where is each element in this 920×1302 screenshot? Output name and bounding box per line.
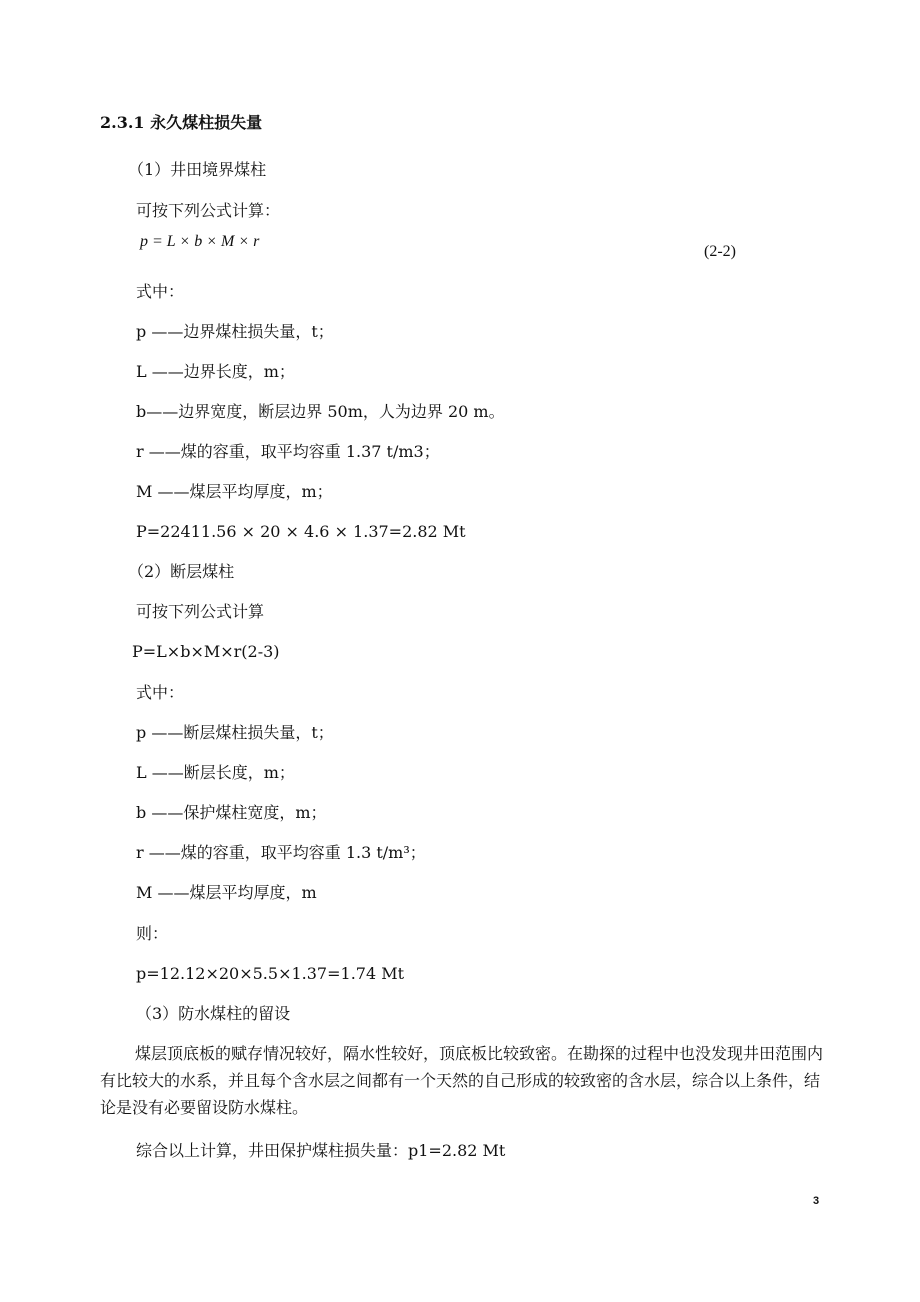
part2-def-M: M ——煤层平均厚度，m <box>136 883 317 902</box>
part3-title: （3）防水煤柱的留设 <box>136 1004 291 1023</box>
part1-def-p: p ——边界煤柱损失量，t； <box>136 322 334 341</box>
part2-formula: P=L×b×M×r(2-3) <box>132 642 280 661</box>
part1-result: P=22411.56 × 20 × 4.6 × 1.37=2.82 Mt <box>136 522 466 541</box>
part1-def-b: b——边界宽度，断层边界 50m，人为边界 20 m。 <box>136 402 505 421</box>
part2-def-p: p ——断层煤柱损失量，t； <box>136 723 334 742</box>
equation-number: (2-2) <box>704 243 736 260</box>
part2-title: （2）断层煤柱 <box>128 562 235 581</box>
part2-then: 则： <box>136 924 169 943</box>
part2-result: p=12.12×20×5.5×1.37=1.74 Mt <box>136 964 405 983</box>
page-number: 3 <box>813 1195 820 1207</box>
part1-formula: p = L × b × M × r <box>140 233 260 250</box>
part1-def-M: M ——煤层平均厚度，m； <box>136 482 333 501</box>
part1-title: （1）井田境界煤柱 <box>128 160 267 179</box>
part2-where: 式中： <box>136 683 185 702</box>
part2-def-L: L ——断层长度，m； <box>136 763 295 782</box>
part3-paragraph: 煤层顶底板的赋存情况较好，隔水性较好，顶底板比较致密。在勘探的过程中也没发现井田范围内有比较大的水系，并且每个含水层之间都有一个天然的自己形成的较致密的含水层，综合以上条件，结论是没有必要留设防水煤柱。 <box>100 1044 824 1117</box>
part2-intro: 可按下列公式计算 <box>136 602 265 621</box>
part1-where: 式中： <box>136 282 185 301</box>
part1-def-L: L ——边界长度，m； <box>136 362 295 381</box>
summary-line: 综合以上计算，井田保护煤柱损失量：p1=2.82 Mt <box>136 1141 506 1160</box>
section-heading: 2.3.1 永久煤柱损失量 <box>100 113 263 132</box>
part1-def-r: r ——煤的容重，取平均容重 1.37 t/m3； <box>136 442 440 461</box>
part1-intro: 可按下列公式计算： <box>136 201 281 220</box>
part2-def-r: r ——煤的容重，取平均容重 1.3 t/m³； <box>136 843 426 862</box>
part2-def-b: b ——保护煤柱宽度，m； <box>136 803 327 822</box>
